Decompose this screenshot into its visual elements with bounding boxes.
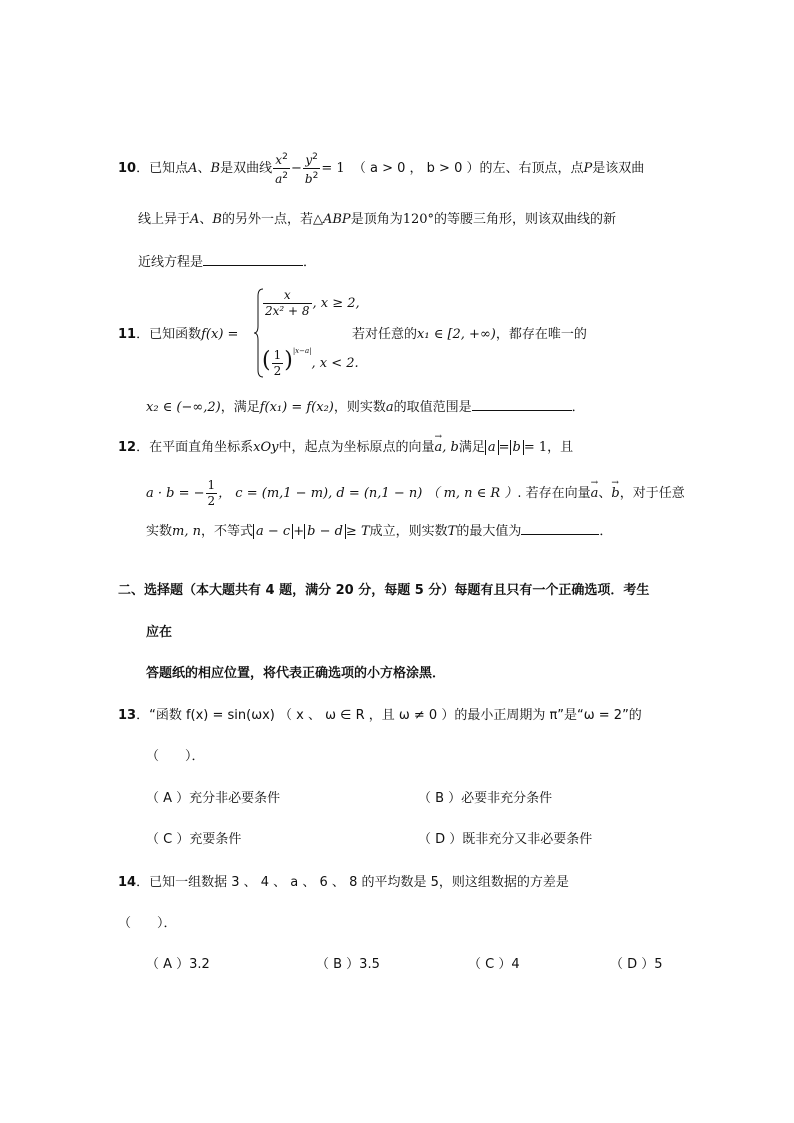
q12-var-t: T: [447, 524, 457, 539]
q14-option-d[interactable]: [610, 954, 663, 976]
q12-dot-product: a · b = −: [146, 486, 205, 501]
q12-line1: 12．在平面直角坐标系xOy中，起点为坐标原点的向量→ a, b满足 a = b = 1，且: [118, 437, 573, 459]
q11-piece2: ( $\frac{1}{2}$ )$^{|x-a|}$, x < 2.: [262, 347, 359, 378]
q12-vec-b: → b: [611, 483, 619, 505]
q10-text: 是该双曲: [592, 161, 645, 176]
q11-var-a: a: [385, 400, 394, 415]
q13-option-c-text: （ C ）充要条件: [146, 832, 242, 847]
section2-line2: [146, 622, 172, 644]
section2-text: 应在: [146, 625, 173, 640]
q10-angle: 120°: [402, 212, 435, 227]
q12-cd: ， c = (m,1 − m), d = (n,1 − n): [218, 486, 423, 501]
q10-text: 是双曲线: [220, 161, 273, 176]
q10-line1: 10．已知点A、B是双曲线 $\frac{x^2}{a^2}$ − $\frac{y^2}{b^2}$ = 1 （ a > 0 ， b > 0 ）的左、右顶点，点P是该双曲: [118, 152, 645, 186]
q10-frac-y: $\frac{y^2}{b^2}$: [304, 152, 319, 186]
q12-text: . 若存在向量: [517, 486, 591, 501]
q11-x2-cond: x₂ ∈ (−∞,2): [146, 400, 221, 415]
q10-frac-x: $\frac{x^2}{a^2}$: [275, 152, 288, 186]
q12-line2: [146, 478, 685, 509]
q10-answer-blank[interactable]: [203, 253, 303, 266]
q10-text: 是顶角为: [350, 212, 403, 227]
q12-sep: 、: [598, 486, 612, 501]
q13-number: 13: [118, 708, 137, 723]
q11-end: ．: [571, 400, 585, 415]
q14-option-a-text: （ A ）3.2: [146, 957, 210, 972]
q12-text: ，不等式: [200, 524, 253, 539]
q10-text: 的等腰三角形，则该双曲线的新: [434, 212, 617, 227]
q11-text: ，则实数: [333, 400, 386, 415]
q12-half: $\frac{1}{2}$: [207, 478, 216, 508]
q12-text: 实数: [146, 524, 173, 539]
q12-text: 中，起点为坐标原点的向量: [278, 440, 435, 455]
q12-number: 12: [118, 440, 137, 455]
q11-line2: [146, 397, 585, 419]
q11-text: 若对任意的: [352, 327, 418, 342]
q11-x1-cond: x₁ ∈ [2, +∞): [417, 327, 496, 342]
q11-number: 11: [118, 327, 137, 342]
q12-vec-a: → a: [591, 483, 599, 505]
q12-mn: （ m, n ∈ R ）: [426, 486, 518, 501]
q12-mn2: m, n: [172, 524, 201, 539]
q10-sep: 、: [199, 212, 213, 227]
q13-stem-text: ．“函数 f(x) = sin(ωx) （ x 、 ω ∈ R ，且 ω ≠ 0 ）的最小正周期为 π”是“ω = 2”的: [136, 708, 642, 723]
q10-point-b: B: [212, 212, 222, 227]
q10-eq: = 1: [321, 161, 345, 176]
q14-stem: [118, 872, 569, 894]
q13-stem: [118, 705, 642, 727]
q14-stem-text: ．已知一组数据 3 、 4 、 a 、 6 、 8 的平均数是 5，则这组数据的方差是: [136, 875, 569, 890]
q11-text: ，都存在唯一的: [495, 327, 587, 342]
q11-piece1-cond: , x ≥ 2,: [312, 296, 360, 311]
q14-option-b[interactable]: [316, 954, 380, 976]
q10-text: ．已知点: [136, 161, 189, 176]
q11-piece2-frac: $\frac{1}{2}$: [273, 348, 282, 378]
q13-option-d-text: （ D ）既非充分又非必要条件: [418, 832, 593, 847]
q13-option-a[interactable]: [146, 788, 280, 810]
q14-option-a[interactable]: [146, 954, 210, 976]
section2-title: [118, 580, 649, 602]
q13-paren: [146, 746, 205, 768]
q12-abs-a: a: [485, 440, 499, 455]
q12-ineq: ≥ T: [345, 524, 370, 539]
q12-text: ．在平面直角坐标系: [136, 440, 254, 455]
q12-xoy: xOy: [253, 440, 279, 455]
q11-piece1-frac: $\frac{x}{\text{2x² + 8}}$: [265, 288, 310, 318]
q10-point-a: A: [190, 212, 200, 227]
q12-abs-b: b: [510, 440, 524, 455]
q10-end: ．: [303, 255, 317, 270]
q12-text: 成立，则实数: [369, 524, 448, 539]
q10-text: 近线方程是: [138, 255, 204, 270]
q12-text: 的最大值为: [456, 524, 522, 539]
q11-text: ，满足: [220, 400, 260, 415]
q11-text: ．已知函数: [136, 327, 202, 342]
q12-eq: = 1: [523, 440, 548, 455]
q10-line3: [138, 252, 316, 274]
q10-point-b: B: [210, 161, 221, 176]
q11-line1b: [352, 324, 587, 346]
q13-option-d[interactable]: [418, 829, 592, 851]
q12-text: 满足: [458, 440, 485, 455]
q12-answer-blank[interactable]: [521, 522, 599, 535]
q14-option-d-text: （ D ）5: [610, 957, 663, 972]
q11-fx: f(x) =: [201, 327, 239, 342]
section2-line3: [146, 663, 445, 685]
q13-option-b[interactable]: [418, 788, 552, 810]
q12-abs-ac: a − c: [253, 524, 293, 539]
q12-abs-bd: b − d: [304, 524, 346, 539]
q10-cond: （ a > 0 ， b > 0 ）的左、右顶点，点: [352, 161, 584, 176]
section2-text: 答题纸的相应位置，将代表正确选项的小方格涂黑．: [146, 666, 446, 681]
q14-paren: [118, 913, 177, 935]
section2-title-text: 二、选择题（本大题共有 4 题，满分 20 分，每题 5 分）每题有且只有一个正确选项．考生: [118, 583, 650, 598]
q10-sep: 、: [197, 161, 211, 176]
q14-option-c[interactable]: [468, 954, 520, 976]
q11-equation: f(x₁) = f(x₂): [259, 400, 334, 415]
q11-answer-blank[interactable]: [472, 398, 572, 411]
q10-text: 的另外一点，若△: [221, 212, 323, 227]
q14-answer-paren: （ ）．: [118, 916, 177, 931]
q10-triangle: ABP: [322, 212, 351, 227]
q13-option-a-text: （ A ）充分非必要条件: [146, 791, 281, 806]
q10-number: 10: [118, 161, 137, 176]
q11-piece1: [262, 288, 360, 319]
q10-point-a: A: [188, 161, 198, 176]
q12-text: ，对于任意: [619, 486, 685, 501]
q12-line3: 实数m, n，不等式 a − c + b − d ≥ T成立，则实数T的最大值为 ．: [146, 524, 613, 539]
q12-vectors: → a, b: [434, 437, 458, 459]
q11-text: 的取值范围是: [393, 400, 472, 415]
q10-line2: [138, 209, 616, 231]
q13-option-b-text: （ B ）必要非充分条件: [418, 791, 553, 806]
q10-point-p: P: [583, 161, 593, 176]
q14-option-b-text: （ B ）3.5: [316, 957, 380, 972]
q12-end: ．: [599, 524, 613, 539]
q13-option-c[interactable]: [146, 829, 241, 851]
q11-exponent: |x−a|: [292, 347, 312, 355]
q11-piece2-cond: , x < 2.: [311, 356, 359, 371]
q14-option-c-text: （ C ）4: [468, 957, 520, 972]
q11-line1: [118, 324, 238, 346]
q14-number: 14: [118, 875, 137, 890]
q12-text: ，且: [547, 440, 574, 455]
q13-answer-paren: （ ）．: [146, 749, 205, 764]
q10-text: 线上异于: [138, 212, 191, 227]
